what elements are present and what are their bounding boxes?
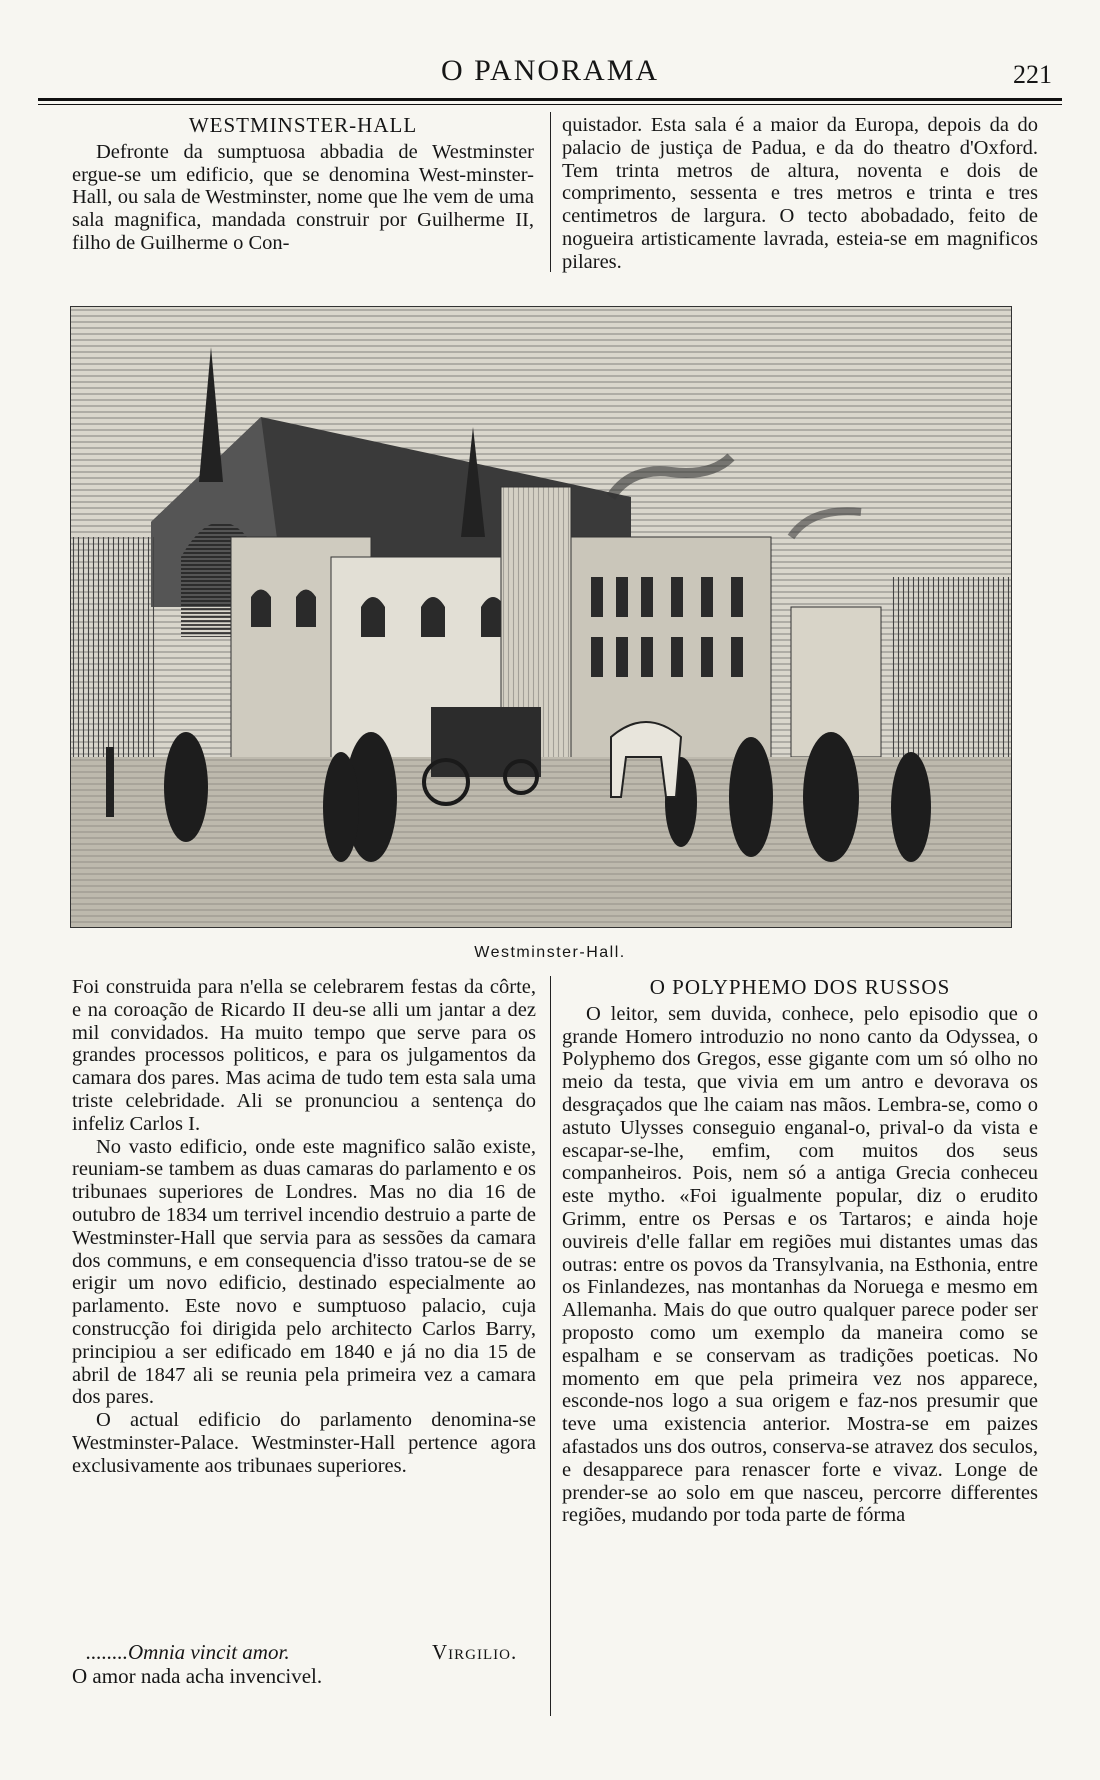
article-paragraph: O actual edificio do parlamento denomina-se Westminster-Palace. Westminster-Hall pertence agora exclusivamente aos tribunaes superiores. [72, 1409, 536, 1477]
top-left-column [72, 114, 534, 255]
figure-caption: Westminster-Hall. [474, 944, 626, 961]
page-number: 221 [1013, 60, 1052, 89]
quote-latin: ........Omnia vincit amor. [86, 1640, 290, 1664]
column-divider-top [550, 112, 551, 272]
article-title-westminster-hall: WESTMINSTER-HALL [188, 113, 418, 137]
article-paragraph-continued: quistador. Esta sala é a maior da Europa, depois da do palacio de justiça de Padua, e da do theatro d'Oxford. Tem trinta metros de altura, noventa e dois de comprimento, sessenta e tres metros e trinta e tres centimetros de largura. O tecto abobadado, feito de nogueira artisticamente lavrada, esteia-se em magnificos pilares. [562, 114, 1038, 273]
top-right-column [562, 114, 1038, 274]
header-rule [38, 98, 1062, 101]
quote-translation: O amor nada acha invencivel. [72, 1664, 323, 1688]
article-paragraph: O leitor, sem duvida, conhece, pelo episodio que o grande Homero introduzio no nono canto da Odyssea, o Polyphemo dos Gregos, esse gigante com um só olho no meio da testa, que vivia em um antro e devorava os desgraçados que lhe caiam nas mãos. Lembra-se, como o astuto Ulysses conseguio enganal-o, prival-o da vista e escapar-se-lhe, emfim, com muitos dos seus companheiros. Pois, nem só a antiga Grecia conheceu este mytho. «Foi igualmente popular, diz o erudito Grimm, entre os Persas e os Tartaros; e ainda hoje ouvireis d'elle fallar em regiões mui distantes umas das outras: entre os povos da Transylvania, na Esthonia, entre os Finlandezes, nas montanhas da Noruega e mesmo em Allemanha. Mais do que outro qualquer parece poder ser proposto como um exemplo da maneira como se espalham e se conservam as tradições poeticas. No momento em que pela primeira vez nos apparece, esconde-nos logo a sua origem e faz-nos presumir que teve uma existencia anterior. Mostra-se em paizes afastados uns dos outros, conserva-se atravez dos seculos, e desapparece para renascer forte e vivaz. Longe de prender-se ao solo em que nasceu, percorre differentes regiões, mudando por toda parte de fórma [562, 1002, 1038, 1527]
article-paragraph: Foi construida para n'ella se celebrarem festas da côrte, e na coroação de Ricardo II deu-se alli um jantar a dez mil convidados. Ha muito tempo que serve para os grandes processos politicos, e para os julgamentos da camara dos pares. Mas acima de tudo tem esta sala uma triste celebridade. Ali se pronunciou a sentença do infeliz Carlos I. [72, 976, 536, 1135]
engraving-drawing [71, 307, 1011, 927]
article-title-polyphemo: O POLYPHEMO DOS RUSSOS [649, 975, 951, 999]
header-rule-thin [38, 104, 1062, 105]
quote-author: Virgilio. [432, 1640, 518, 1664]
bottom-right-column [562, 976, 1038, 1527]
article-paragraph: No vasto edificio, onde este magnifico salão existe, reuniam-se tambem as duas camaras do parlamento e os tribunaes superiores de Londres. Mas no dia 16 de outubro de 1834 um terrivel incendio destruio a parte de Westminster-Hall que servia para as sessões da camara dos communs, e em consequencia d'isso tratou-se de se erigir um novo edificio, destinado especialmente ao parlamento. Este novo e sumptuoso palacio, cuja construcção foi dirigida pelo architecto Carlos Barry, principiou a ser edificado em 1840 e já no dia 15 de abril de 1847 ali se reunia pela primeira vez a camara dos pares. [72, 1135, 536, 1409]
westminster-hall-engraving [70, 306, 1012, 928]
newspaper-title: O PANORAMA [440, 54, 660, 87]
bottom-left-column [72, 976, 536, 1478]
column-divider-bottom [550, 976, 551, 1716]
article-paragraph: Defronte da sumptuosa abbadia de Westminster ergue-se um edificio, que se denomina West-minster-Hall, ou sala de Westminster, nome que lhe vem de uma sala magnifica, mandada construir por Guilherme II, filho de Guilherme o Con- [72, 140, 534, 254]
